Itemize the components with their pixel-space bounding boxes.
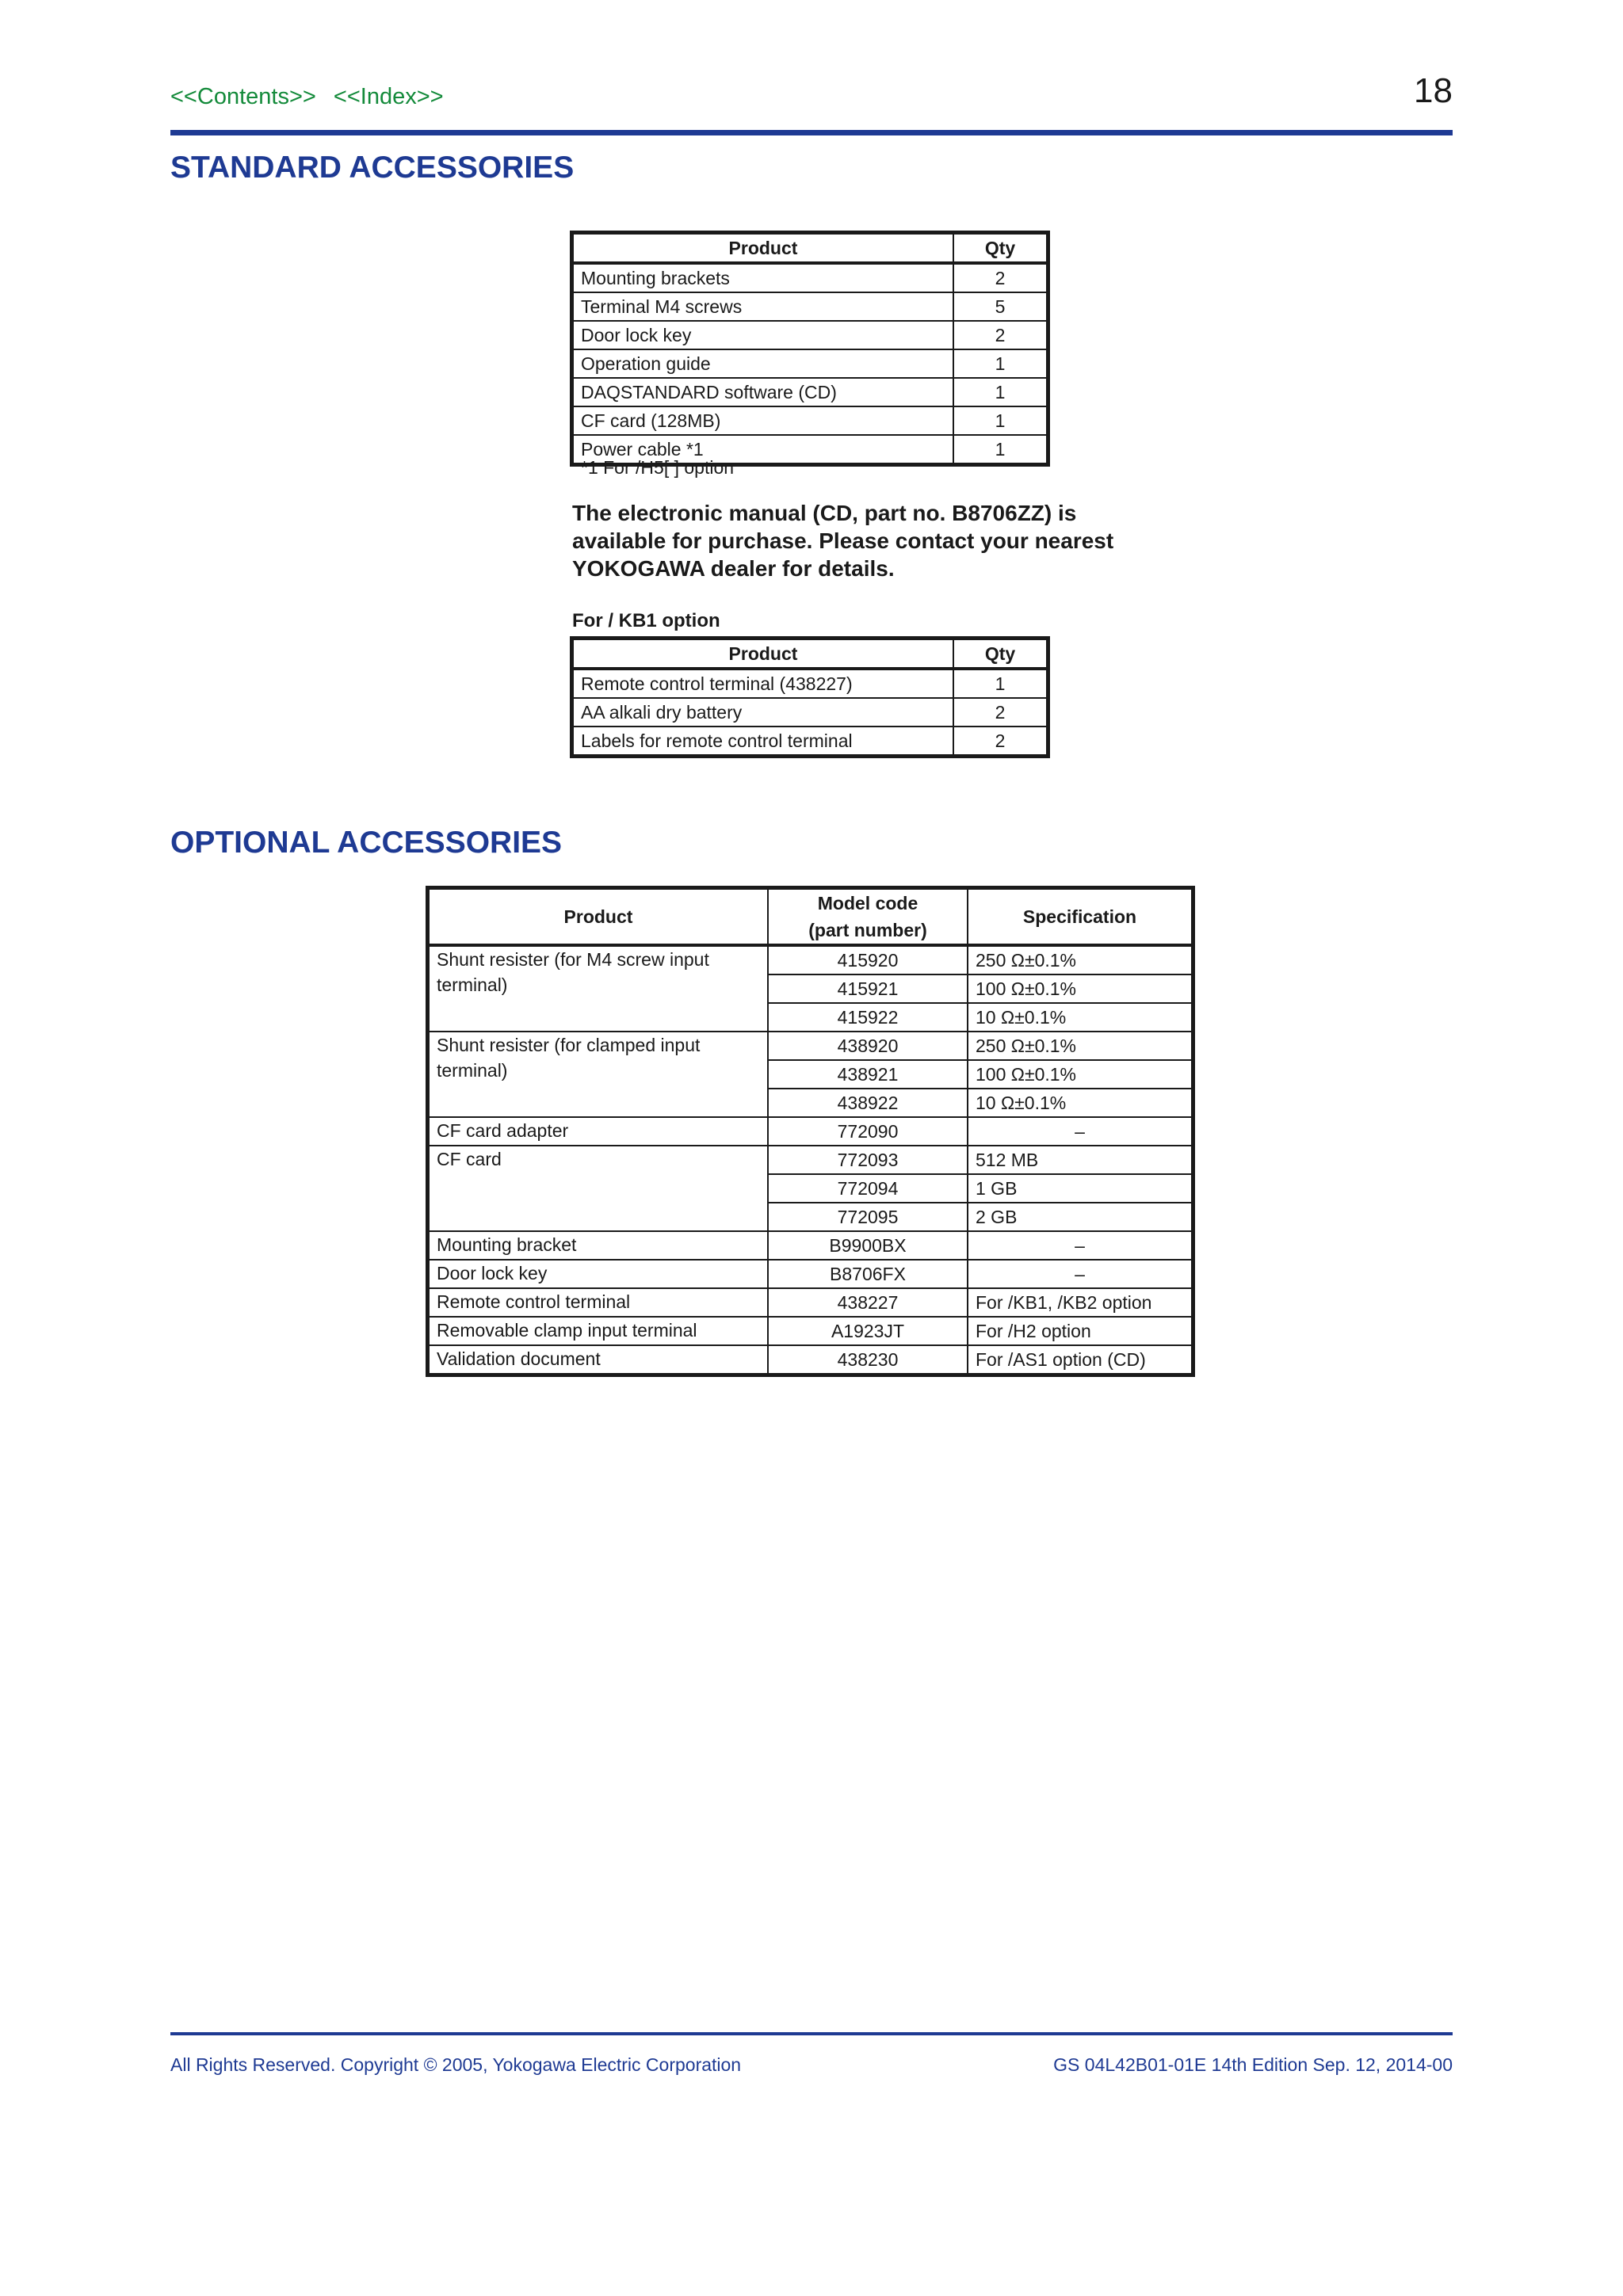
model-code-cell: 772090 — [768, 1117, 968, 1146]
model-code-cell: 438227 — [768, 1288, 968, 1317]
optional-accessories-title: OPTIONAL ACCESSORIES — [170, 826, 563, 860]
specification-cell: – — [968, 1260, 1192, 1288]
column-header-product: Product — [573, 639, 953, 669]
kb1-option-label: For / KB1 option — [572, 610, 720, 631]
table-row — [573, 349, 1047, 378]
product-cell: Remote control terminal (438227) — [573, 669, 953, 698]
qty-cell: 1 — [953, 435, 1047, 463]
document-id: GS 04L42B01-01E 14th Edition Sep. 12, 2014-00 — [1053, 2054, 1453, 2075]
column-header-specification: Specification — [968, 889, 1192, 945]
model-code-cell: 772093 — [768, 1146, 968, 1174]
qty-cell: 1 — [953, 349, 1047, 378]
specification-cell: 10 Ω±0.1% — [968, 1003, 1192, 1032]
qty-cell: 2 — [953, 698, 1047, 727]
product-cell: Validation document — [429, 1345, 768, 1374]
model-code-cell: 438922 — [768, 1089, 968, 1117]
part-number-label: (part number) — [808, 920, 927, 940]
specification-cell: 100 Ω±0.1% — [968, 1060, 1192, 1089]
table-row — [573, 406, 1047, 435]
model-code-cell: 415922 — [768, 1003, 968, 1032]
product-cell: CF card — [429, 1146, 768, 1231]
product-cell: Remote control terminal — [429, 1288, 768, 1317]
specification-cell: 2 GB — [968, 1203, 1192, 1231]
column-header-qty: Qty — [953, 234, 1047, 263]
table-row — [429, 945, 1192, 974]
model-code-cell: 438921 — [768, 1060, 968, 1089]
standard-accessories-title: STANDARD ACCESSORIES — [170, 151, 575, 185]
table-row — [573, 292, 1047, 321]
table-row — [429, 1117, 1192, 1146]
model-code-cell: 415920 — [768, 945, 968, 974]
table-row — [429, 1032, 1192, 1060]
specification-cell: For /KB1, /KB2 option — [968, 1288, 1192, 1317]
table-row — [429, 1345, 1192, 1374]
specification-cell: 100 Ω±0.1% — [968, 974, 1192, 1003]
specification-cell: – — [968, 1231, 1192, 1260]
table-row — [573, 669, 1047, 698]
specification-cell: – — [968, 1117, 1192, 1146]
model-code-cell: 438920 — [768, 1032, 968, 1060]
table-row — [429, 1146, 1192, 1174]
product-cell: Door lock key — [429, 1260, 768, 1288]
product-cell: Operation guide — [573, 349, 953, 378]
model-code-cell: B8706FX — [768, 1260, 968, 1288]
footnote: *1 For /H5[ ] option — [581, 457, 735, 478]
column-header-model-code — [768, 889, 968, 945]
product-cell: AA alkali dry battery — [573, 698, 953, 727]
specification-cell: 1 GB — [968, 1174, 1192, 1203]
standard-accessories-table — [572, 233, 1048, 464]
model-code-cell: 415921 — [768, 974, 968, 1003]
table-row — [429, 1231, 1192, 1260]
qty-cell: 1 — [953, 378, 1047, 406]
copyright-text: All Rights Reserved. Copyright © 2005, Yokogawa Electric Corporation — [170, 2054, 742, 2075]
table-row — [429, 1288, 1192, 1317]
model-code-cell: A1923JT — [768, 1317, 968, 1345]
footer-rule — [170, 2032, 1453, 2035]
qty-cell: 1 — [953, 669, 1047, 698]
model-code-cell: 772095 — [768, 1203, 968, 1231]
index-link[interactable]: <<Index>> — [333, 84, 444, 109]
qty-cell: 1 — [953, 406, 1047, 435]
contents-link[interactable]: <<Contents>> — [170, 84, 316, 109]
column-header-product: Product — [429, 889, 768, 945]
product-cell: Terminal M4 screws — [573, 292, 953, 321]
top-navigation — [170, 84, 455, 110]
specification-cell: 250 Ω±0.1% — [968, 945, 1192, 974]
model-code-cell: B9900BX — [768, 1231, 968, 1260]
header-rule — [170, 130, 1453, 135]
qty-cell: 5 — [953, 292, 1047, 321]
table-row — [429, 1260, 1192, 1288]
model-code-cell: 772094 — [768, 1174, 968, 1203]
product-cell: CF card (128MB) — [573, 406, 953, 435]
model-code-label: Model code — [817, 893, 918, 913]
model-code-cell: 438230 — [768, 1345, 968, 1374]
product-cell: Shunt resister (for M4 screw input terminal) — [429, 945, 768, 1032]
column-header-product: Product — [573, 234, 953, 263]
product-cell: CF card adapter — [429, 1117, 768, 1146]
product-cell: Mounting brackets — [573, 263, 953, 292]
product-cell: Removable clamp input terminal — [429, 1317, 768, 1345]
product-cell: DAQSTANDARD software (CD) — [573, 378, 953, 406]
product-cell: Door lock key — [573, 321, 953, 349]
table-row — [573, 727, 1047, 755]
page-number: 18 — [1414, 71, 1453, 110]
specification-cell: 250 Ω±0.1% — [968, 1032, 1192, 1060]
product-cell: Power cable *1 — [573, 435, 953, 463]
specification-cell: 10 Ω±0.1% — [968, 1089, 1192, 1117]
table-row — [573, 698, 1047, 727]
product-cell: Shunt resister (for clamped input terminal) — [429, 1032, 768, 1117]
product-cell: Labels for remote control terminal — [573, 727, 953, 755]
table-row — [573, 321, 1047, 349]
electronic-manual-notice: The electronic manual (CD, part no. B8706ZZ) is available for purchase. Please contact your nearest YOKOGAWA dealer for details. — [572, 501, 1114, 581]
optional-accessories-table — [428, 888, 1193, 1375]
table-row — [429, 1317, 1192, 1345]
column-header-qty: Qty — [953, 639, 1047, 669]
qty-cell: 2 — [953, 263, 1047, 292]
specification-cell: 512 MB — [968, 1146, 1192, 1174]
specification-cell: For /AS1 option (CD) — [968, 1345, 1192, 1374]
kb1-accessories-table — [572, 639, 1048, 756]
qty-cell: 2 — [953, 727, 1047, 755]
table-row — [573, 378, 1047, 406]
table-row — [573, 263, 1047, 292]
product-cell: Mounting bracket — [429, 1231, 768, 1260]
specification-cell: For /H2 option — [968, 1317, 1192, 1345]
qty-cell: 2 — [953, 321, 1047, 349]
